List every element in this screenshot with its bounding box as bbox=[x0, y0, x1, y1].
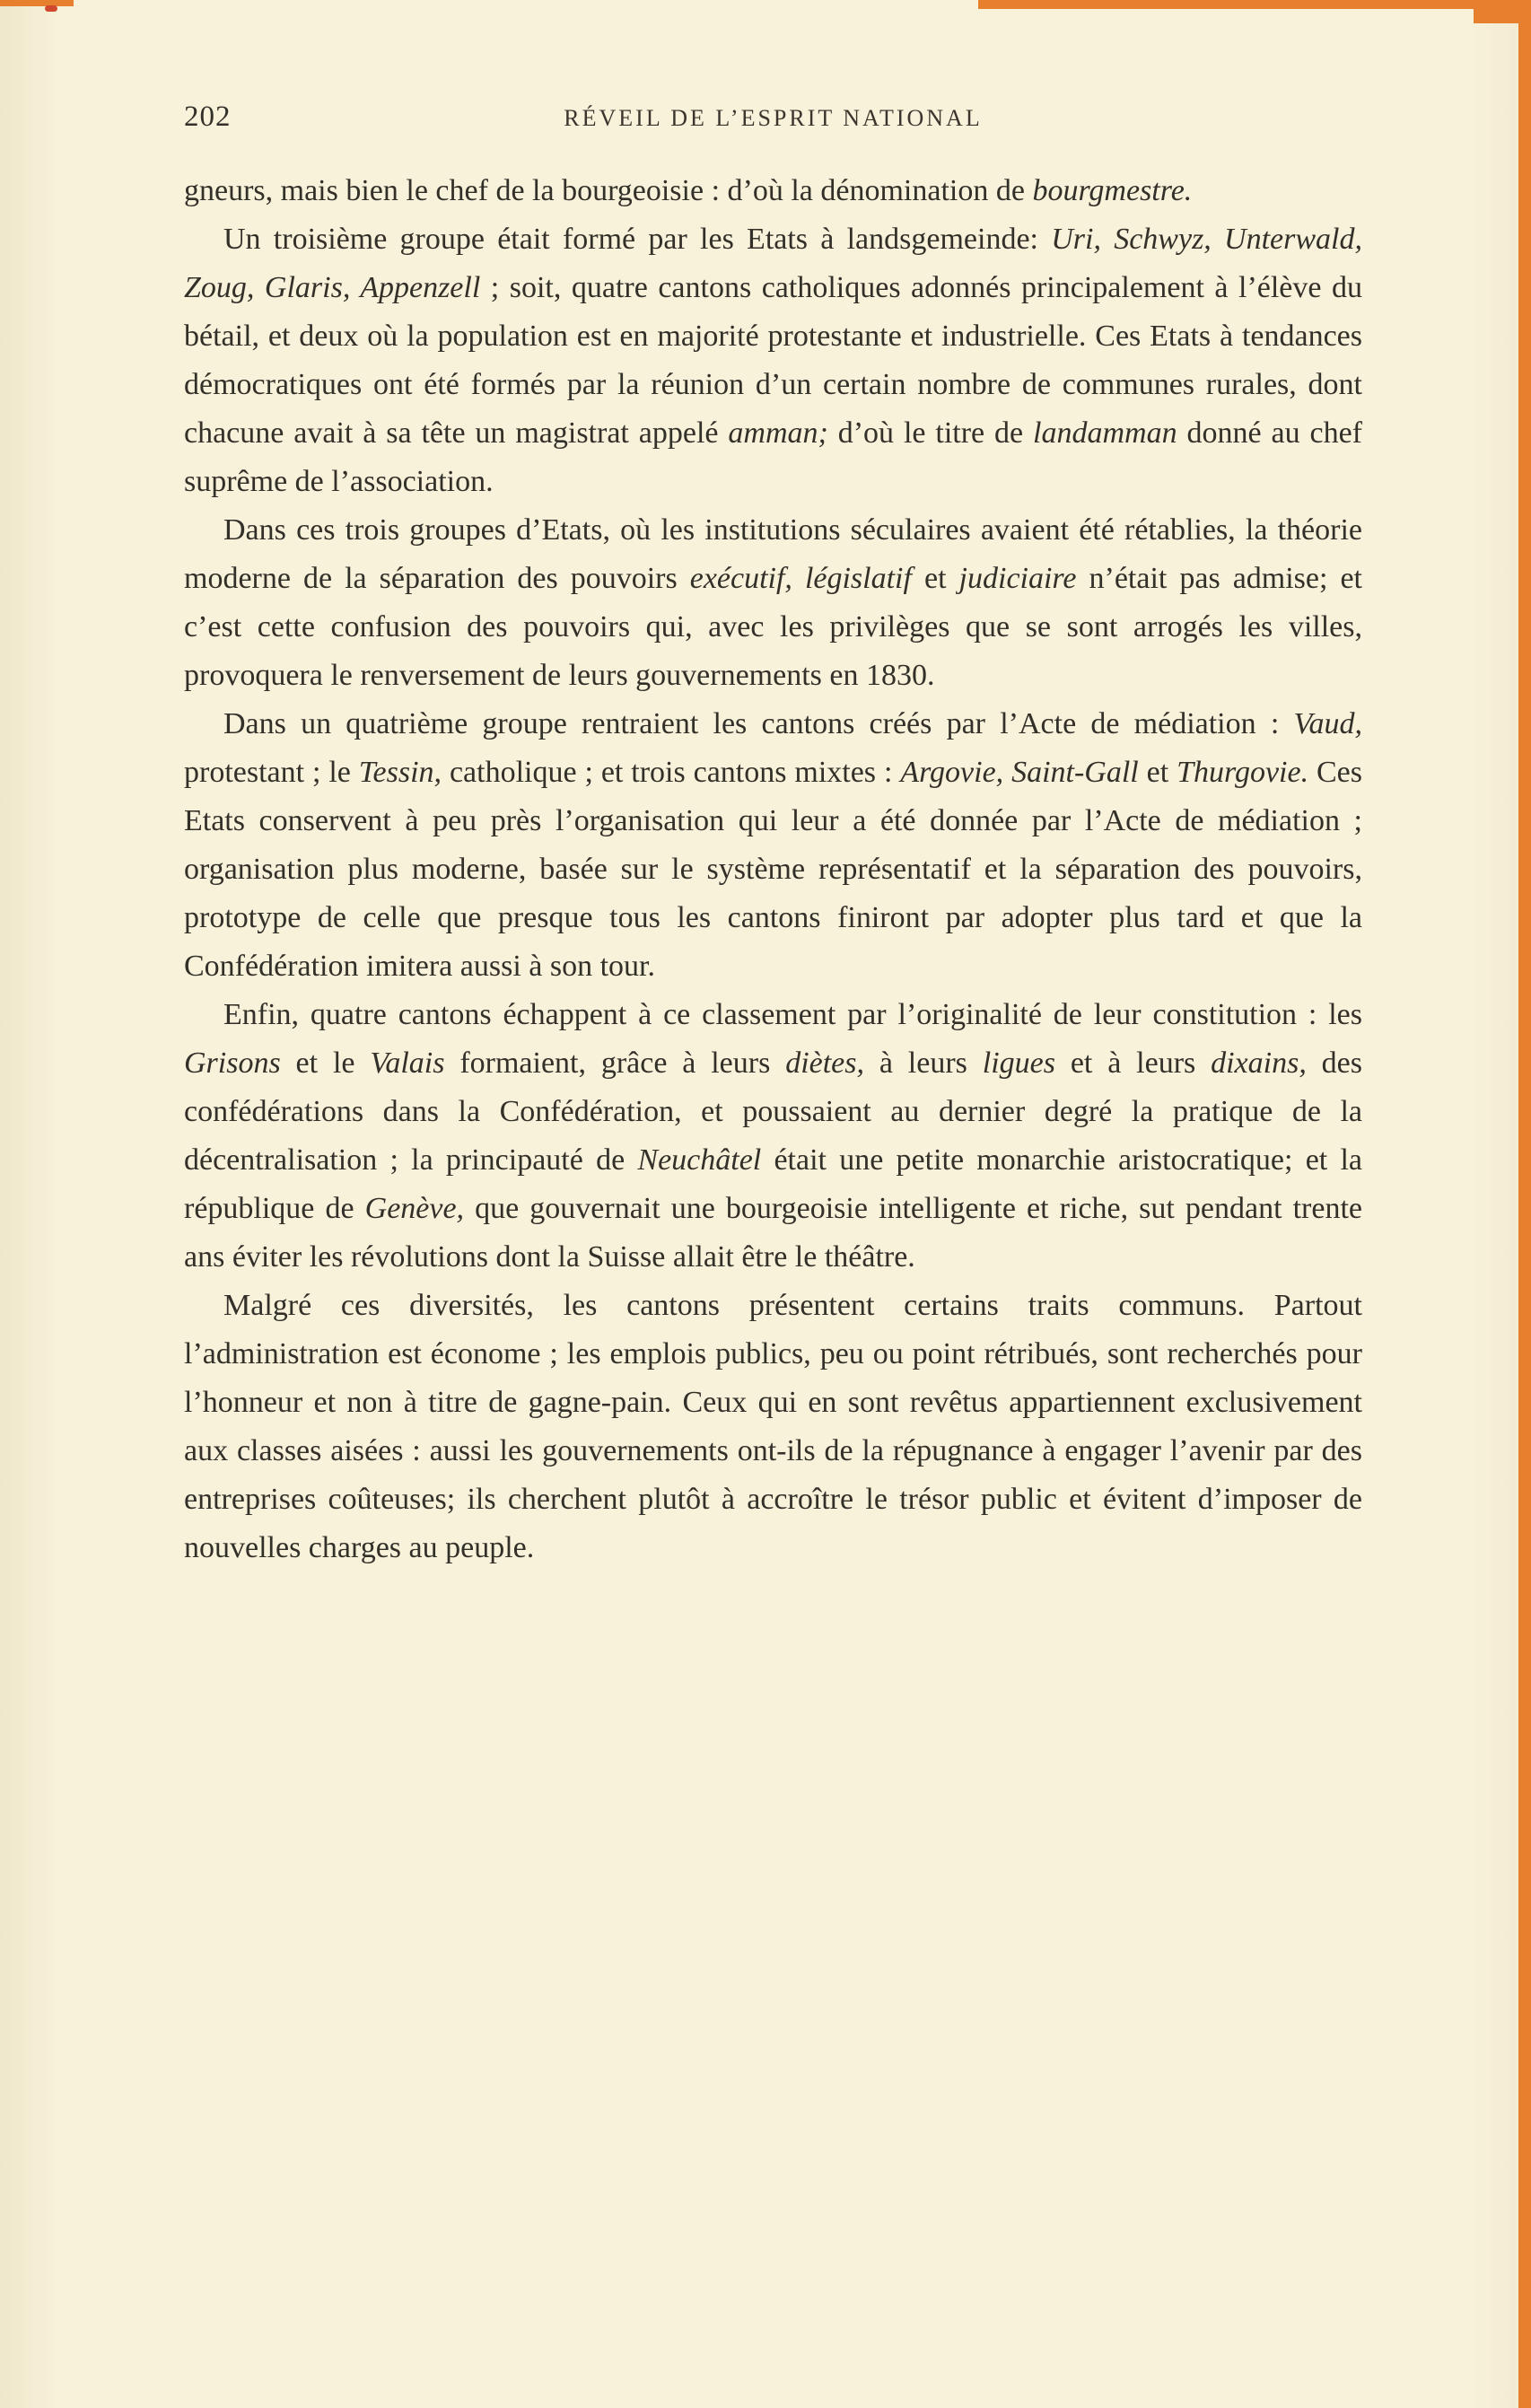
italic-run: Vaud, bbox=[1293, 707, 1362, 740]
scan-edge-top-left bbox=[0, 0, 74, 6]
text-run: et bbox=[911, 562, 959, 595]
italic-run: Valais bbox=[370, 1046, 445, 1080]
text-run: formaient, grâce à leurs bbox=[444, 1046, 786, 1080]
italic-run: Neuchâtel bbox=[637, 1143, 762, 1177]
text-run: et à leurs bbox=[1054, 1046, 1212, 1080]
paragraph bbox=[184, 506, 1362, 700]
italic-run: Uri, Schwyz, Unterwald, Zoug, Glaris, Appenzell bbox=[184, 223, 1362, 304]
text-run: Enfin, quatre cantons échappent à ce classement par l’originalité de leur constitution : les bbox=[223, 998, 1362, 1031]
paragraph bbox=[184, 215, 1362, 506]
text-run: des confédérations dans la Confédération, et poussaient au dernier degré la pratique de la décentralisation ; la principauté de bbox=[184, 1046, 1363, 1177]
page-header bbox=[184, 101, 1362, 140]
italic-run: Thurgovie. bbox=[1177, 756, 1309, 789]
italic-run: dixains, bbox=[1211, 1046, 1307, 1080]
scan-corner-top-right bbox=[1474, 0, 1531, 23]
text-run: ; soit, quatre cantons catholiques adonnés principalement à l’élève du bétail, et deux où la population est en majorité protestante et industrielle. Ces Etats à tendances démocratiques ont été formés par la réunion d’un certain nombre de communes rurales, dont chacune avait à sa tête un magistrat appelé bbox=[184, 271, 1362, 450]
page-number: 202 bbox=[184, 101, 232, 133]
text-run: à leurs bbox=[864, 1046, 983, 1080]
scan-speck bbox=[45, 5, 57, 12]
text-run: gneurs, mais bien le chef de la bourgeoisie : d’où la dénomination de bbox=[184, 174, 1033, 207]
italic-run: Genève, bbox=[364, 1192, 465, 1225]
text-run: et le bbox=[280, 1046, 371, 1080]
scan-edge-top-right bbox=[978, 0, 1531, 9]
italic-run: bourgmestre. bbox=[1032, 174, 1193, 207]
italic-run: Grisons bbox=[184, 1046, 281, 1080]
running-title: RÉVEIL DE L’ESPRIT NATIONAL bbox=[564, 105, 983, 131]
paragraph bbox=[184, 167, 1362, 215]
text-run: d’où le titre de bbox=[827, 416, 1034, 450]
italic-run: Argovie, Saint-Gall bbox=[900, 756, 1139, 789]
text-run: Un troisième groupe était formé par les Etats à landsgemeinde: bbox=[223, 223, 1052, 256]
text-run: Ces Etats conservent à peu près l’organisation qui leur a été donnée par l’Acte de médiation ; organisation plus moderne, basée sur le système représentatif et la séparation des pouvoirs, prototype de celle que presque tous les cantons finiront par adopter plus tard et que la Confédération imitera aussi à son tour. bbox=[184, 756, 1362, 983]
text-run: catholique ; et trois cantons mixtes : bbox=[442, 756, 901, 789]
text-run: Dans ces trois groupes d’Etats, où les institutions séculaires avaient été rétablies, la théorie moderne de la séparation des pouvoirs bbox=[184, 513, 1362, 595]
text-run: et bbox=[1138, 756, 1177, 789]
text-run: donné au chef suprême de l’association. bbox=[184, 416, 1363, 498]
italic-run: Tessin, bbox=[358, 756, 442, 789]
text-run: n’était pas admise; et c’est cette confusion des pouvoirs qui, avec les privilèges que se sont arrogés les villes, provoquera le renversement de leurs gouvernements en 1830. bbox=[184, 562, 1363, 692]
text-block bbox=[184, 167, 1362, 1572]
paragraph bbox=[184, 700, 1362, 991]
italic-run: amman; bbox=[728, 416, 828, 450]
paragraph bbox=[184, 1282, 1362, 1572]
paragraph bbox=[184, 991, 1362, 1282]
italic-run: diètes, bbox=[785, 1046, 864, 1080]
text-run: que gouvernait une bourgeoisie intelligente et riche, sut pendant trente ans éviter les révolutions dont la Suisse allait être le théâtre. bbox=[184, 1192, 1362, 1274]
text-run: était une petite monarchie aristocratique; et la république de bbox=[184, 1143, 1362, 1225]
text-run: Malgré ces diversités, les cantons présentent certains traits communs. Partout l’administration est économe ; les emplois publics, peu ou point rétribués, sont recherchés pour l’honneur et non à titre de gagne-pain. Ceux qui en sont revêtus appartiennent exclusivement aux classes aisées : aussi les gouvernements ont-ils de la répugnance à engager l’avenir par des entreprises coûteuses; ils cherchent plutôt à accroître le trésor public et évitent d’imposer de nouvelles charges au peuple. bbox=[184, 1289, 1362, 1564]
italic-run: landamman bbox=[1033, 416, 1177, 450]
text-run: Dans un quatrième groupe rentraient les cantons créés par l’Acte de médiation : bbox=[223, 707, 1294, 740]
italic-run: ligues bbox=[982, 1046, 1055, 1080]
scan-edge-right bbox=[1518, 0, 1531, 2408]
text-run: protestant ; le bbox=[184, 756, 359, 789]
italic-run: judiciaire bbox=[958, 562, 1077, 595]
italic-run: exécutif, législatif bbox=[689, 562, 912, 595]
